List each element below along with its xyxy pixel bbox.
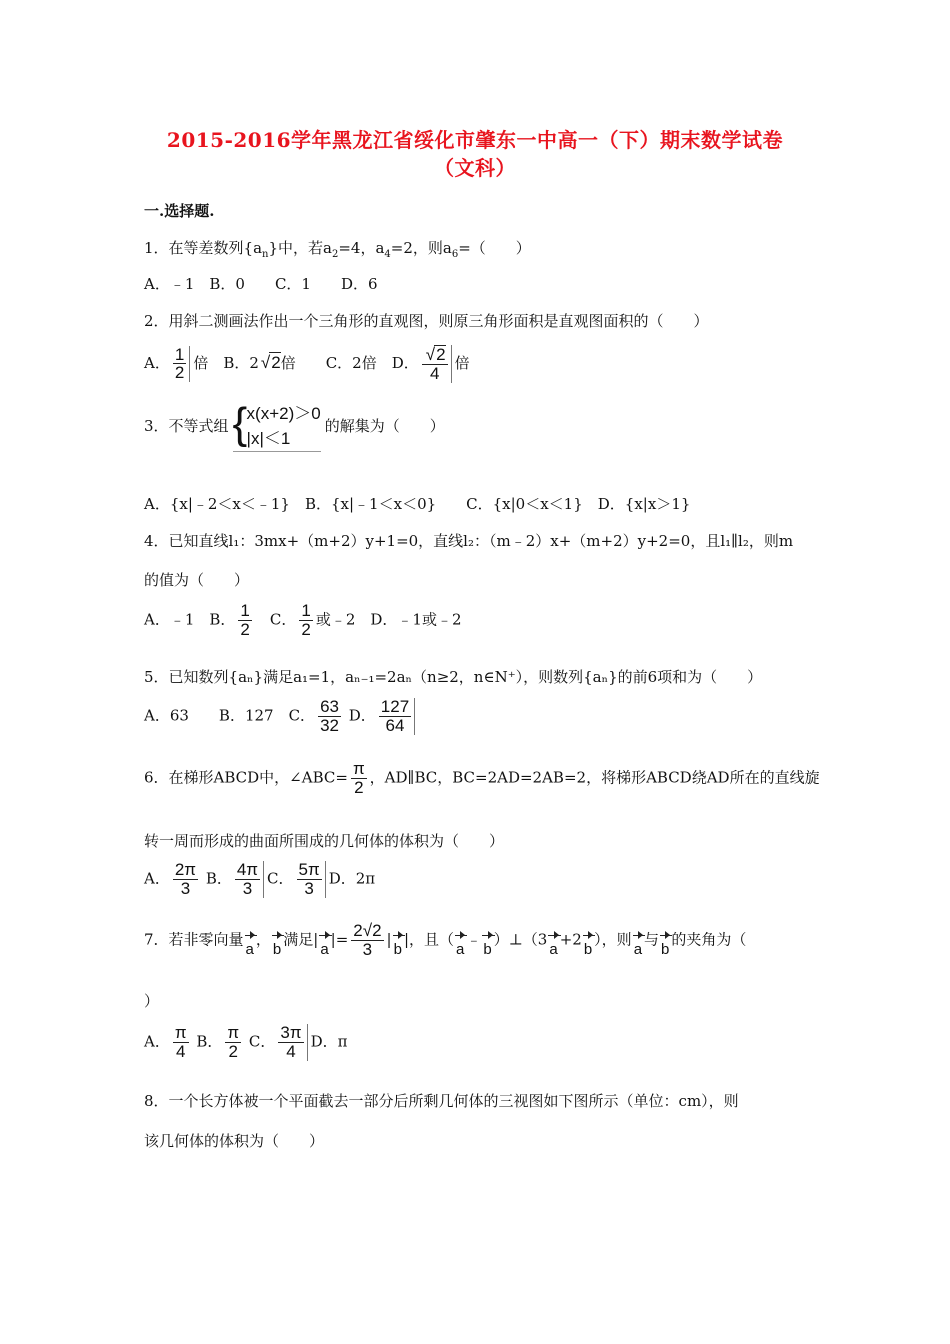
- question-4-stem: 4．已知直线l₁：3mx+（m+2）y+1=0，直线l₂：（m﹣2）x+（m+2）y+2=0，且l₁∥l₂，则m: [144, 532, 794, 550]
- question-4-stem-cont: 的值为（ ）: [144, 571, 250, 589]
- question-7-options: A． $\frac{\pi}{4}$ B． $\frac{\pi}{2}$ C． $\frac{3\pi}{4}$ D．π: [144, 1023, 348, 1061]
- question-4-options: A．﹣1 B． $\frac{1}{2}$ C． $\frac{1}{2}$ 或﹣2 D．﹣1或﹣2: [144, 601, 462, 639]
- question-8-stem: 8．一个长方体被一个平面截去一部分后所剩几何体的三视图如下图所示（单位：cm），则: [144, 1092, 739, 1110]
- question-6-options: A． $\frac{2\pi}{3}$ B． $\frac{4\pi}{3}$ C． $\frac{5\pi}{3}$ D．2π: [144, 860, 376, 898]
- section-heading: 一.选择题.: [144, 202, 215, 220]
- question-6-stem: 6．在梯形ABCD中，∠ABC= $\frac{\pi}{2}$ ，AD∥BC，BC=2AD=2AB=2，将梯形ABCD绕AD所在的直线旋: [144, 759, 820, 797]
- question-2-options: A． $\frac{1}{2}$ 倍 B．2√ 2倍 C．2倍 D． √ $\frac{2}{4}$ 倍: [144, 345, 470, 383]
- question-1-options: A．﹣1 B．0 C．1 D．6: [144, 275, 378, 293]
- question-5-options: A．63 B．127 C． $\frac{63}{32}$ D． $\frac{127}{64}$: [144, 698, 418, 735]
- question-6-stem-cont: 转一周而形成的曲面所围成的几何体的体积为（ ）: [144, 832, 505, 850]
- inequality-system: { x(x+2)＞0 |x|＜1: [233, 402, 321, 452]
- question-1-stem: 1．在等差数列$\{a_n\}$中，若$a_2=4$，$a_4=2$，则$a_6=$（ ）: [144, 239, 531, 260]
- question-2-stem: 2．用斜二测画法作出一个三角形的直观图，则原三角形面积是直观图面积的（ ）: [144, 312, 709, 330]
- document-subtitle: （文科）: [434, 156, 516, 180]
- question-8-stem-cont: 该几何体的体积为（ ）: [144, 1132, 325, 1150]
- question-3-options: A．{x|﹣2＜x＜﹣1} B．{x|﹣1＜x＜0} C．{x|0＜x＜1} D．{x|x＞1}: [144, 495, 691, 513]
- question-5-stem: 5．已知数列{aₙ}满足a₁=1，aₙ₋₁=2aₙ（n≥2，n∈N⁺），则数列{aₙ}的前6项和为（ ）: [144, 668, 763, 686]
- document-title: 2015-2016学年黑龙江省绥化市肇东一中高一（下）期末数学试卷: [166, 128, 784, 152]
- question-7-stem-cont: ）: [144, 992, 160, 1010]
- question-7-stem: 7．若非零向量a，b满足|a|= $\frac{2√2}{3}$ |b|，且（a﹣b）⊥（3a+2b），则a与b的夹角为（: [144, 921, 747, 959]
- question-3-stem: 3．不等式组 { x(x+2)＞0 |x|＜1 的解集为（ ）: [144, 402, 445, 452]
